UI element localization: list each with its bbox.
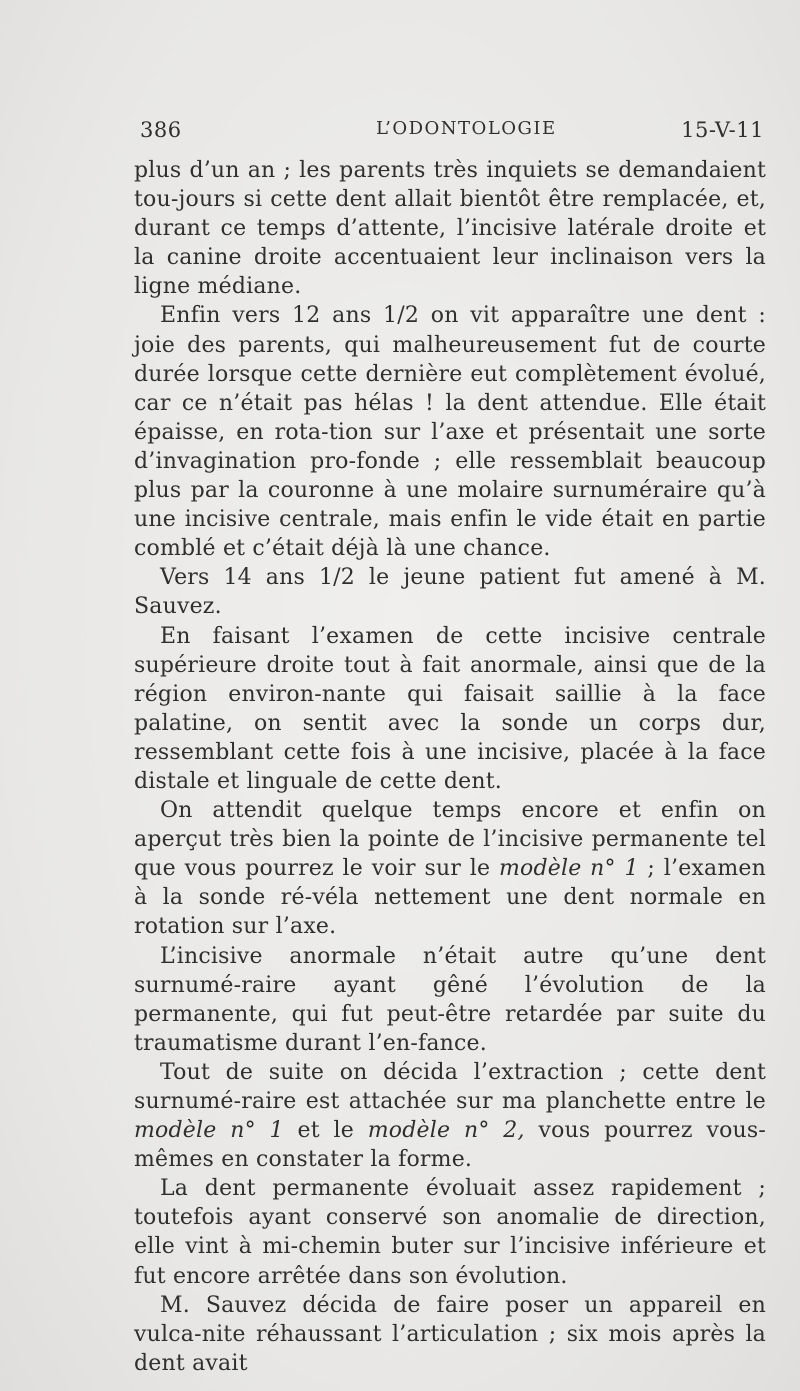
paragraph-3: Vers 14 ans 1/2 le jeune patient fut amené à M. Sauvez. — [134, 565, 766, 620]
journal-title: L’ODONTOLOGIE — [376, 118, 557, 139]
paragraph-5-text-b: ; l’examen à la sonde ré-véla nettement une dent normale en rotation sur l’axe. — [134, 856, 766, 940]
paragraph-7-text-b: et le — [283, 1118, 368, 1144]
paragraph-7 — [134, 1058, 766, 1174]
article-body — [134, 156, 766, 1378]
issue-date: 15-V-11 — [681, 118, 764, 142]
paragraph-7-text-a: Tout de suite on décida l’extraction ; cette dent surnumé-raire est attachée sur ma planchette entre le — [134, 1059, 766, 1114]
paragraph-9: M. Sauvez décida de faire poser un appareil en vulca-nite réhaussant l’articulation ; six mois après la dent avait — [134, 1292, 766, 1376]
paragraph-7-text-c: vous pourrez vous-mêmes en constater la forme. — [134, 1118, 767, 1173]
paragraph-5 — [134, 796, 766, 941]
paragraph-5-text-a: On attendit quelque temps encore et enfin on aperçut très bien la pointe de l’incisive permanente tel que vous pourrez le voir sur le — [134, 798, 766, 882]
paragraph-8: La dent permanente évoluait assez rapidement ; toutefois ayant conservé son anomalie de direction, elle vint à mi-chemin buter sur l’incisive inférieure et fut encore arrêtée dans son évolution. — [134, 1176, 766, 1289]
paragraph-6: L’incisive anormale n’était autre qu’une dent surnumé-raire ayant gêné l’évolution de la permanente, qui fut peut-être retardée par suite du traumatisme durant l’en-fance. — [134, 943, 766, 1056]
running-header — [140, 118, 768, 146]
model-1-reference: modèle n° 1 — [498, 856, 639, 882]
paragraph-2: Enfin vers 12 ans 1/2 on vit apparaître une dent : joie des parents, qui malheureusement fut de courte durée lorsque cette dernière eut complètement évolué, car ce n’était pas hélas ! la dent attendue. Elle était épaisse, en rota-tion sur l’axe et présentait une sorte d’invagination pro-fonde ; elle ressemblait beaucoup plus par la couronne à une molaire surnuméraire qu’à une incisive centrale, mais enfin le vide était en partie comblé et c’était déjà là une chance. — [134, 303, 766, 562]
paragraph-1: plus d’un an ; les parents très inquiets se demandaient tou-jours si cette dent allait bientôt être remplacée, et, durant ce temps d’attente, l’incisive latérale droite et la canine droite accentuaient leur inclinaison vers la ligne médiane. — [134, 158, 766, 300]
model-1-reference: modèle n° 1 — [134, 1118, 284, 1144]
paragraph-4: En faisant l’examen de cette incisive centrale supérieure droite tout à fait anormale, ainsi que de la région environ-nante qui faisait saillie à la face palatine, on sentit avec la sonde un corps dur, ressemblant cette fois à une incisive, placée à la face distale et linguale de cette dent. — [134, 623, 766, 794]
page-number: 386 — [140, 118, 182, 142]
model-2-reference: modèle n° 2, — [367, 1118, 525, 1144]
